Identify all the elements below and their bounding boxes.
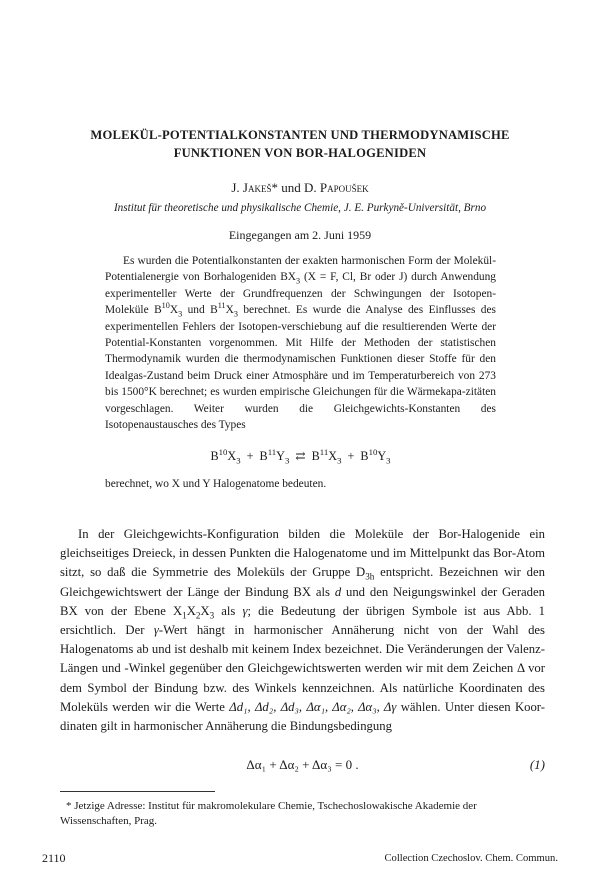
author-line: [0, 180, 600, 196]
eq-b: B: [210, 449, 219, 463]
body-text-1: In der Gleichgewichts-Konfiguration bilden die Moleküle der Bor-Halogenide ein gleichseitiges Dreieck, in dessen Punkten die Halogenatome und im Mittelpunkt das Bor-Atom sitzt, so daß die Symmetrie des Moleküls der Gruppe D: [60, 527, 545, 580]
eq-sup: 11: [267, 446, 277, 457]
eq-sub: 3: [386, 455, 391, 466]
subscript-3: 3: [209, 610, 215, 621]
author-jakes: J. Jakeš: [231, 180, 272, 195]
eq-x: X: [328, 449, 338, 463]
body-text-5: X: [200, 603, 210, 618]
footnote: * Jetzige Adresse: Institut für makromolekulare Chemie, Tschechoslowakische Akademie der Wissenschaften, Prag.: [60, 800, 477, 827]
eq-sup: 10: [368, 446, 378, 457]
eq-plus: +: [341, 449, 361, 463]
subscript: 3: [178, 309, 183, 319]
subscript-2: 2: [195, 610, 201, 621]
eq-x: X: [227, 449, 237, 463]
article-title-line-2: FUNKTIONEN VON BOR-HALOGENIDEN: [173, 146, 427, 160]
body-text-9: wählen. Unter diesen Koor-dinaten gilt in harmonischer Annäherung die Bindungsbedingung: [60, 699, 545, 734]
equation-1-expression: Δα₁ + Δα₂ + Δα₃ = 0 .: [246, 757, 359, 772]
body-text-3: und den Neigungswinkel der Geraden BX von der Ebene X: [60, 584, 545, 618]
footnote-rule: [60, 791, 215, 792]
abstract: [105, 253, 496, 433]
eq-y: Y: [377, 449, 387, 463]
abstract-text-2: (X = F, Cl, Br oder J) durch Anwendung experimenteller Werte der Grundfrequenzen der Schwingungen der Isotopen-Moleküle B: [105, 271, 497, 317]
body-text: [60, 525, 545, 736]
eq-b: B: [360, 449, 369, 463]
superscript: 11: [217, 301, 226, 311]
subscript: 3: [233, 309, 238, 319]
eq-sub: 3: [236, 455, 241, 466]
article-title-line-1: MOLEKÜL-POTENTIALKONSTANTEN UND THERMODYNAMISCHE: [90, 128, 510, 142]
body-text-8: -Wert hängt in harmonischer Annäherung nicht von der Wahl des Halogenatoms ab und ist deshalb mit keinem Index bezeichnet. Die Veränderungen der Valenz-Längen und -Winkel gegenüber den Gleichgewichtswerten werden wir mit dem Zeichen Δ vor dem Symbol der Bindung bzw. des Winkels kennzeichnen. Als natürliche Koordinaten des Moleküls werden wir die Werte: [60, 623, 545, 714]
footnote-marker: *: [271, 180, 278, 195]
eq-sup: 10: [218, 446, 228, 457]
equation-1-number: (1): [529, 757, 545, 772]
equilibrium-arrows: ⇄: [289, 449, 312, 463]
eq-sub: 3: [337, 455, 342, 466]
eq-y: Y: [276, 449, 285, 463]
eq-sub: 3: [284, 455, 290, 466]
formula-x: X: [169, 304, 179, 317]
superscript: 10: [161, 301, 170, 311]
eq-b: B: [259, 449, 268, 463]
symbol-gamma: γ: [153, 623, 159, 638]
eq-b: B: [311, 449, 320, 463]
abstract-paragraph: [105, 253, 496, 433]
formula-x: X: [225, 304, 234, 317]
symbol-d: d: [334, 584, 342, 599]
author-papousek: D. Papoušek: [304, 180, 369, 195]
isotope-exchange-equation: [105, 446, 496, 466]
body-text-4: X: [186, 603, 196, 618]
abstract-text-4: berechnet. Es wurde die Analyse des Einflusses des experimentellen Fehlers der Isotopen-verschiebung auf die resultierenden Werte der Potential-Konstanten vorgenommen. Mit Hilfe der Methoden der statistischen Thermodynamik wurden die thermodynamischen Funktionen dieser Stoffe für den Idealgas-Zustand beim Druck einer Atmosphäre und im Temperaturbereich von 273 bis 1500°K berechnet; es wurden empirische Gleichungen für die Wärmekapa-zitäten vorgeschlagen. Weiter wurden die Gleichgewichts-Konstanten des Isotopenaustausches des Types: [105, 304, 496, 432]
natural-coordinates: Δd₁, Δd₂, Δd₃, Δα₁, Δα₂, Δα₃, Δγ: [229, 699, 397, 714]
symbol-gamma: γ: [242, 603, 248, 618]
received-date: Eingegangen am 2. Juni 1959: [228, 228, 372, 242]
body-text-2: entspricht. Bezeichnen wir den Gleichgewichtswert der Länge der Bindung BX als: [60, 565, 545, 599]
eq-plus: +: [240, 449, 260, 463]
body-text-6: als: [214, 603, 243, 618]
author-conjunction: und: [278, 180, 304, 195]
body-text-7: ; die Bedeutung der übrigen Symbole ist aus Abb. 1 ersichtlich. Der: [60, 603, 545, 638]
equation-1: [60, 757, 545, 777]
page-number: 2110: [42, 851, 66, 865]
eq-sup: 11: [319, 446, 329, 457]
abstract-text-3: und B: [182, 304, 218, 317]
abstract-text-1: Es wurden die Potentialkonstanten der exakten harmonischen Form der Molekül-Potentialenergie von Borhalogeniden BX: [105, 255, 496, 284]
subscript: 3: [296, 276, 301, 286]
affiliation: Institut für theoretische und physikalische Chemie, J. E. Purkyně-Universität, Brno: [113, 202, 487, 214]
body-paragraph: [60, 525, 545, 736]
abstract-closing: berechnet, wo X und Y Halogenatome bedeuten.: [105, 478, 327, 490]
journal-name: Collection Czechoslov. Chem. Commun.: [384, 853, 558, 864]
subscript-1: 1: [182, 610, 187, 621]
point-group-subscript: 3h: [365, 571, 375, 582]
